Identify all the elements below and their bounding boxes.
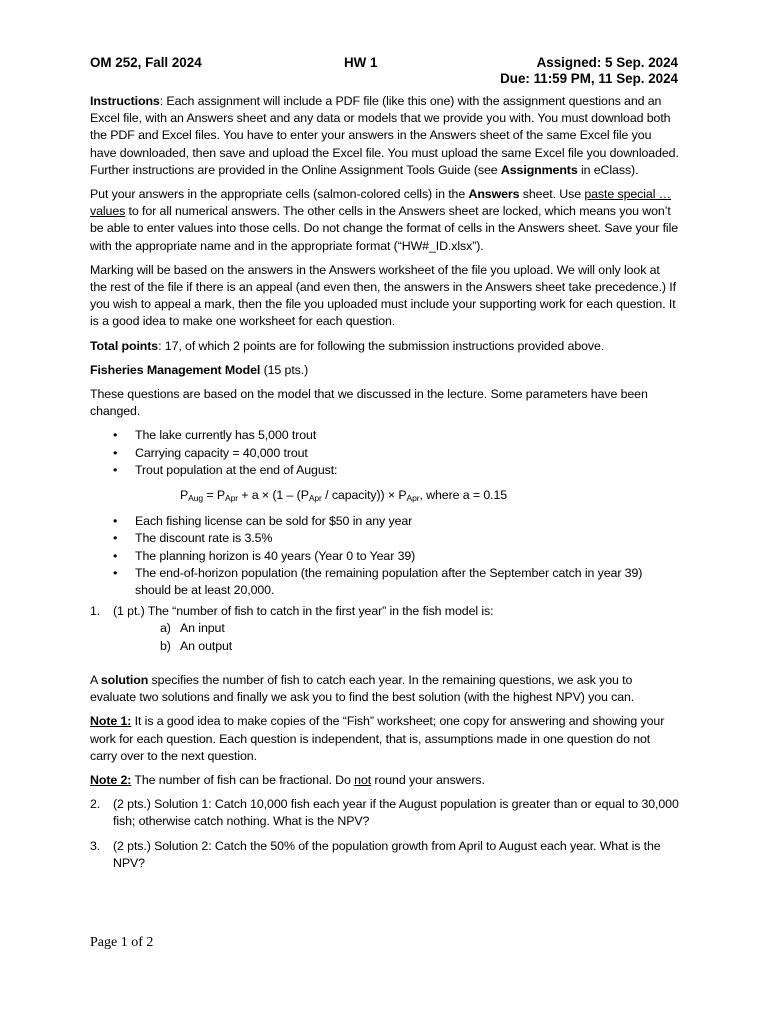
question-2 <box>90 796 680 830</box>
list-item: • The lake currently has 5,000 trout <box>90 427 680 444</box>
question-1 <box>90 603 680 620</box>
question-text: (1 pt.) The “number of fish to catch in the first year” in the fish model is: <box>113 604 494 619</box>
formula-part: , where a = 0.15 <box>419 488 508 503</box>
list-item: • The discount rate is 3.5% <box>90 530 680 547</box>
solution-text-a: A <box>90 672 101 687</box>
note-2 <box>90 772 680 789</box>
list-item: • Each fishing license can be sold for $50 in any year <box>90 513 680 530</box>
formula-part: / capacity)) × P <box>321 488 407 503</box>
paste-special-underlined: paste special … values <box>90 187 672 219</box>
note-2-text-a: The number of fish can be fractional. Do <box>131 772 355 787</box>
section-title: Fisheries Management Model <box>90 362 261 377</box>
section-heading <box>90 362 680 379</box>
section-points: (15 pts.) <box>260 362 309 377</box>
instructions-label: Instructions <box>90 94 160 108</box>
section-intro: These questions are based on the model that we discussed in the lecture. Some parameters have been changed. <box>90 387 648 419</box>
parameter-list-1 <box>90 427 680 479</box>
formula-sub: Apr <box>308 493 322 504</box>
list-item: • The end-of-horizon population (the remaining population after the September catch in year 39) should be at least 20,000. <box>90 565 680 599</box>
list-item: • The planning horizon is 40 years (Year 0 to Year 39) <box>90 548 680 565</box>
solution-text-b: specifies the number of fish to catch each year. In the remaining questions, we ask you to evaluate two solutions and finally we ask you to find the best solution (with the highest NPV) you can. <box>90 672 635 705</box>
instructions-text: : Each assignment will include a PDF file (like this one) with the assignment questions and an Excel file, with an Answers sheet and any data or models that we provide you with. You must download both the PDF and Excel files. You have to enter your answers in the Answers sheet of the same Excel file you have downloaded, then save and upload the Excel file. You must upload the same Excel file you downloaded. Further instructions are provided in the Online Assignment Tools Guide (see <box>90 94 679 177</box>
note-2-not: not <box>354 772 372 787</box>
answers-paragraph <box>90 186 680 255</box>
instructions-paragraph <box>90 93 680 179</box>
option-a <box>90 620 680 637</box>
question-number: 2. <box>90 797 101 812</box>
list-item: • Trout population at the end of August: <box>90 462 680 479</box>
option-label: a) <box>160 621 171 636</box>
question-text: (2 pts.) Solution 2: Catch the 50% of the population growth from April to August each year. What is the NPV? <box>113 838 661 870</box>
formula-sub: Aug <box>188 493 203 504</box>
note-2-label: Note 2: <box>90 772 132 787</box>
total-points-paragraph <box>90 338 680 355</box>
formula-part: + a × (1 – (P <box>237 488 309 503</box>
answers-text-c: to for all numerical answers. The other cells in the Answers sheet are locked, which means you won’t be able to enter values into those cells. Do not change the format of cells in the Answers sheet. Save your file with the appropriate name and in the appropriate format (“HW#_ID.xlsx”). <box>90 204 679 253</box>
assigned-date: Assigned: 5 Sep. 2024 <box>536 55 678 70</box>
assignments-bold: Assignments <box>500 162 578 177</box>
formula-part: P <box>180 488 189 503</box>
question-number: 3. <box>90 838 101 853</box>
course-title: OM 252, Fall 2024 <box>90 55 202 70</box>
population-formula <box>90 487 680 507</box>
total-points-label: Total points <box>90 338 159 353</box>
solution-paragraph <box>90 672 680 706</box>
solution-bold: solution <box>100 672 149 687</box>
note-1 <box>90 713 680 765</box>
due-date: Due: 11:59 PM, 11 Sep. 2024 <box>500 71 678 86</box>
formula-sub: Apr <box>406 493 420 504</box>
marking-paragraph: Marking will be based on the answers in the Answers worksheet of the file you upload. We will only look at the rest of the file if there is an appeal (and even then, the answers in the Answers sheet take precedence.) If you wish to appeal a mark, then the file you uploaded must include your supporting work for each question. It is a good idea to make one worksheet for each question. <box>90 262 676 329</box>
instructions-text-end: in eClass). <box>577 162 639 177</box>
question-text: (2 pts.) Solution 1: Catch 10,000 fish each year if the August population is greater than or equal to 30,000 fish; otherwise catch nothing. What is the NPV? <box>113 797 679 829</box>
answers-text-a: Put your answers in the appropriate cells (salmon-colored cells) in the <box>90 187 469 202</box>
parameter-list-2 <box>90 513 680 599</box>
answers-text-b: sheet. Use <box>519 187 585 202</box>
option-text: An input <box>180 621 225 636</box>
option-b <box>90 638 680 655</box>
note-2-text-b: round your answers. <box>371 772 485 787</box>
document-body <box>90 93 680 879</box>
page-number: Page 1 of 2 <box>90 935 154 950</box>
option-label: b) <box>160 638 171 653</box>
option-text: An output <box>180 638 233 653</box>
question-number: 1. <box>90 604 101 619</box>
note-1-label: Note 1: <box>90 714 132 729</box>
question-3 <box>90 838 680 872</box>
answers-bold: Answers <box>468 187 520 202</box>
formula-part: = P <box>203 488 225 503</box>
list-item: • Carrying capacity = 40,000 trout <box>90 445 680 462</box>
homework-number: HW 1 <box>344 55 378 70</box>
formula-sub: Apr <box>225 493 238 504</box>
note-1-text: It is a good idea to make copies of the “Fish” worksheet; one copy for answering and showing your work for each question. Each question is independent, that is, assumptions made in one question do not carry over to the next question. <box>90 714 665 763</box>
total-points-text: : 17, of which 2 points are for following the submission instructions provided above. <box>158 338 605 353</box>
